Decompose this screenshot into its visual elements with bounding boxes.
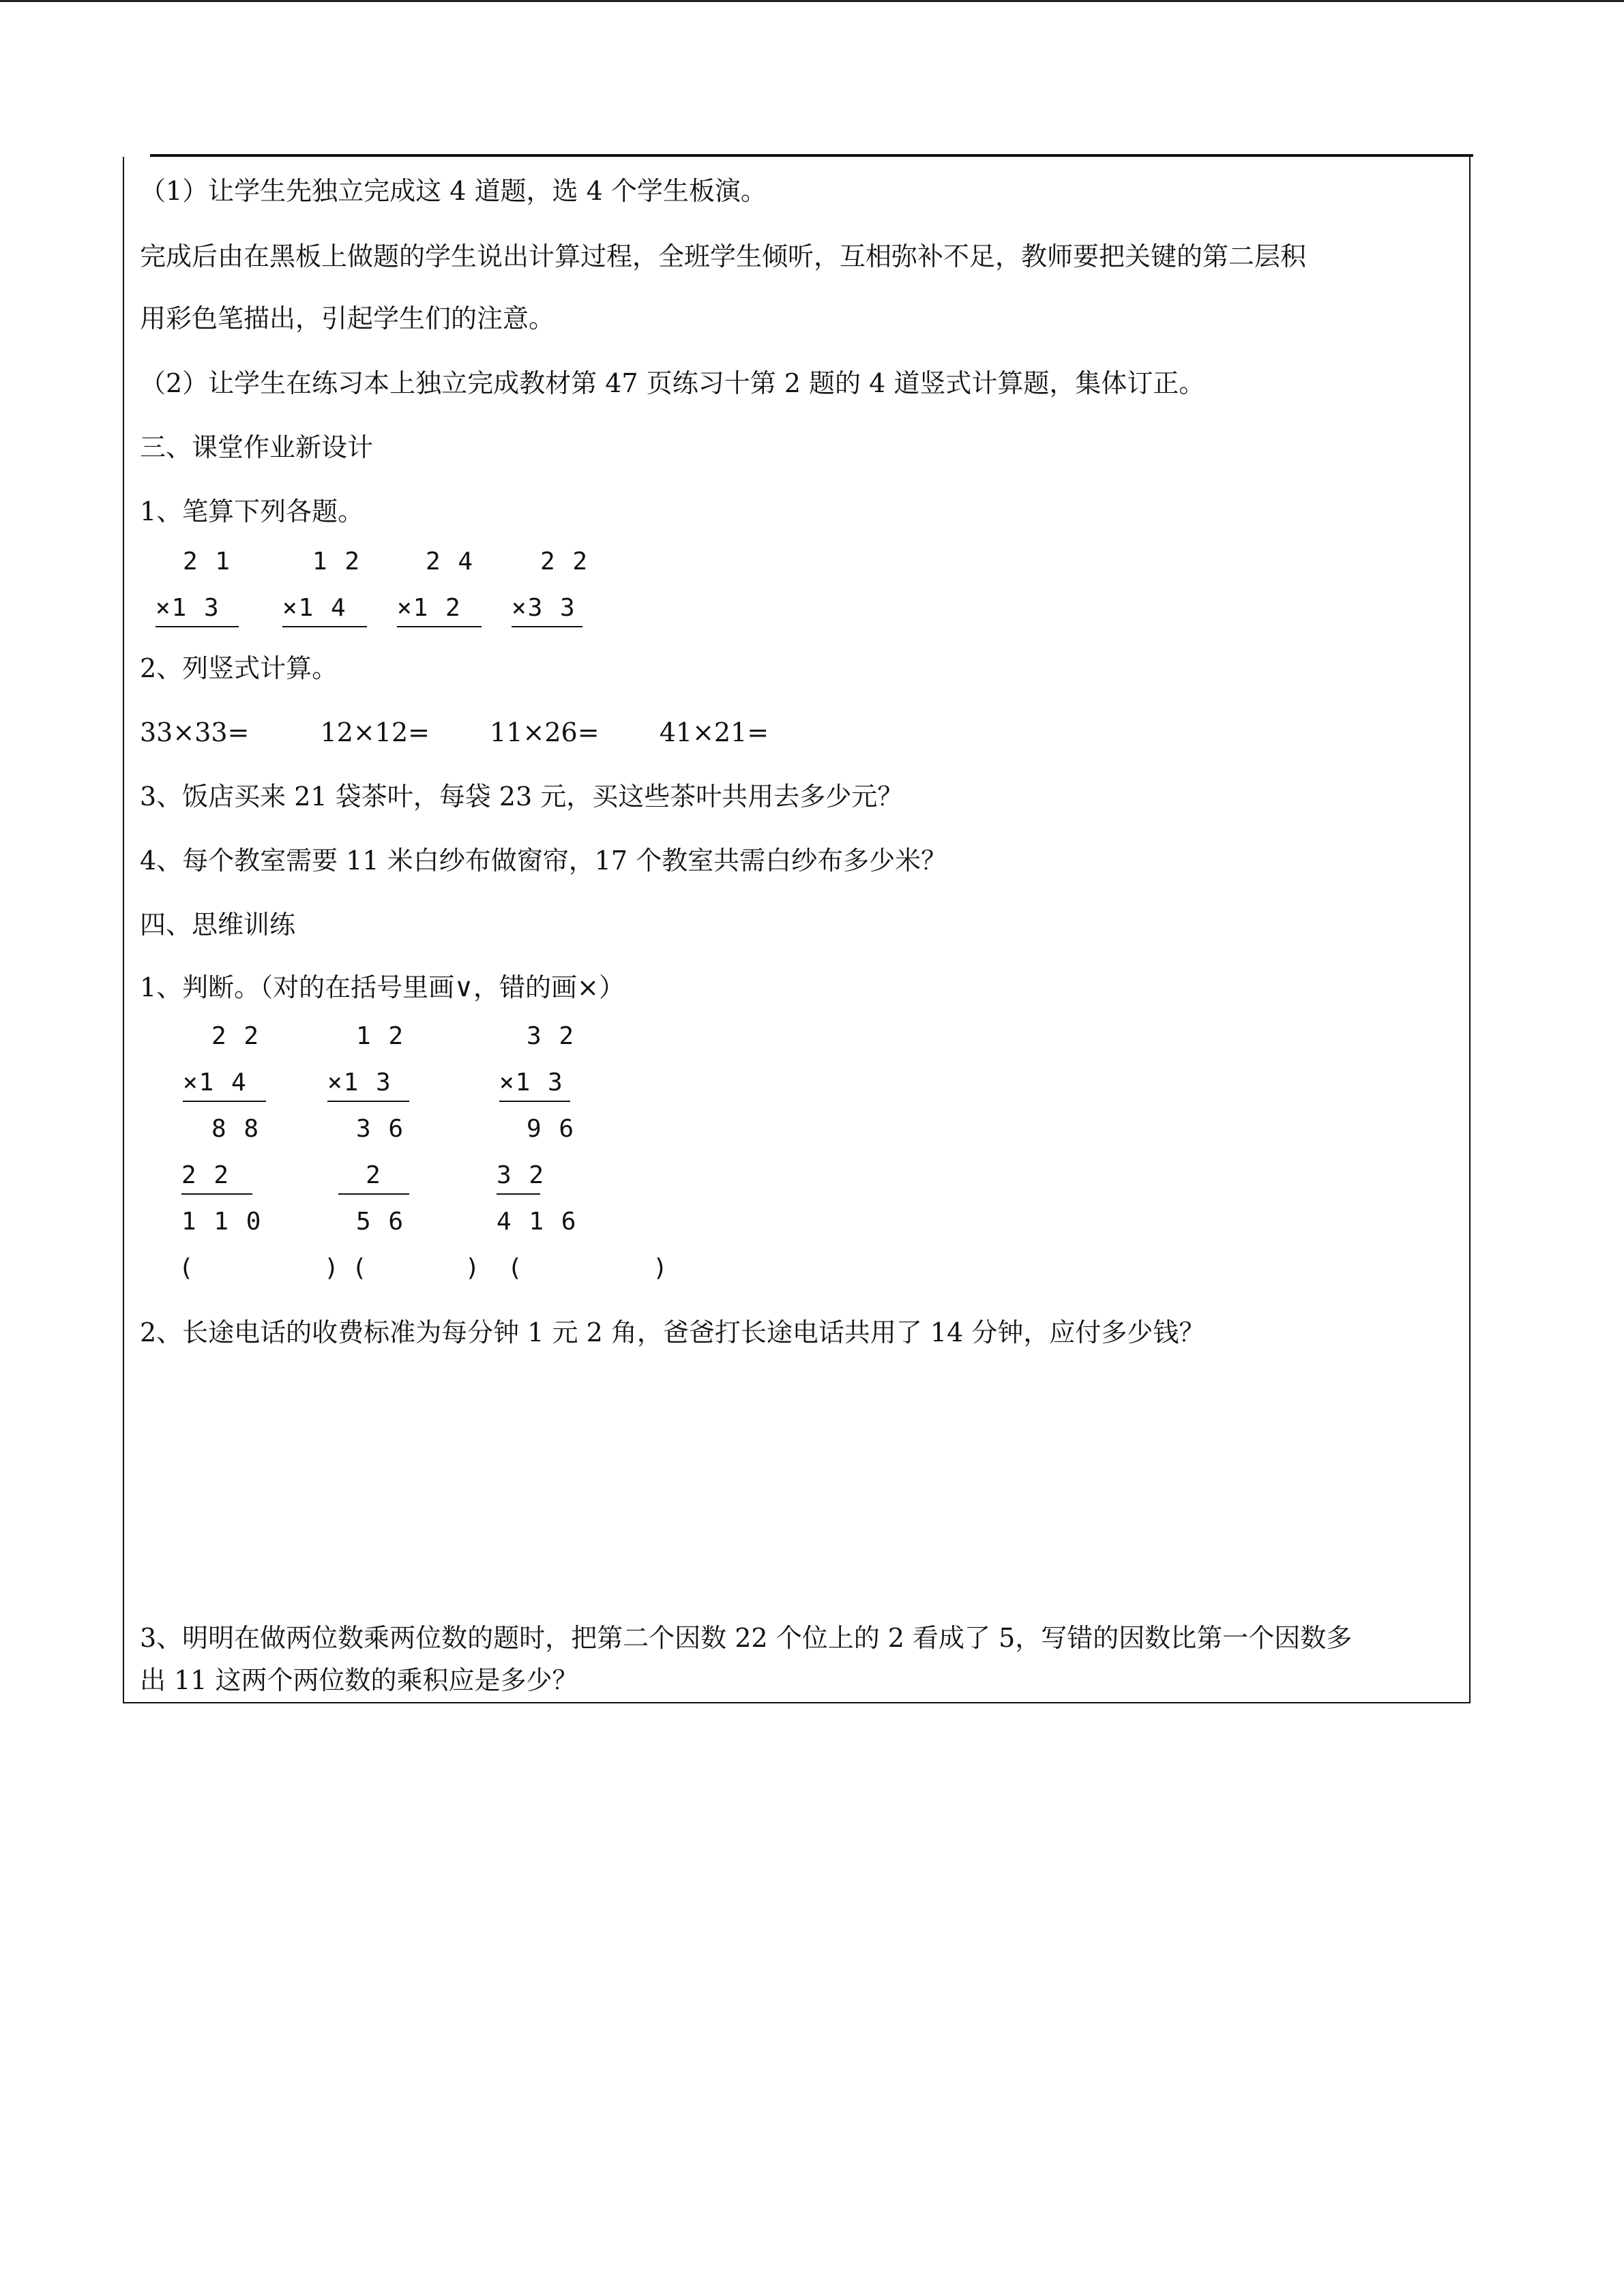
section4-q3-line2: 出 11 这两个两位数的乘积应是多少？ xyxy=(140,1665,578,1695)
section4-title: 四、思维训练 xyxy=(140,910,296,940)
judge1-paren: ( ) xyxy=(179,1254,340,1282)
judge2-mult: ×1 3 xyxy=(327,1067,409,1102)
judge3-partial2: 3 2 xyxy=(497,1159,540,1195)
judge2-paren: ( ) xyxy=(352,1254,482,1282)
expression-row xyxy=(140,716,769,749)
section3-q4: 4、每个教室需要 11 米白纱布做窗帘，17 个教室共需白纱布多少米？ xyxy=(140,846,947,876)
judge3-paren: ( ) xyxy=(507,1254,669,1282)
judge2-partial2: 2 xyxy=(338,1159,409,1195)
page-top-border xyxy=(0,0,1624,2)
intro-p1: （1）让学生先独立完成这 4 道题，选 4 个学生板演。 xyxy=(140,176,767,206)
judge2-result: 5 6 xyxy=(356,1208,405,1236)
vp4-bottom: ×3 3 xyxy=(512,592,582,627)
section3-q2: 2、列竖式计算。 xyxy=(140,653,338,683)
expression-1: 33×33= xyxy=(140,717,250,747)
judge1-partial2: 2 2 xyxy=(181,1159,252,1195)
vp1-top: 2 1 xyxy=(183,548,232,576)
judge2-top: 1 2 xyxy=(356,1022,405,1050)
section3-title: 三、课堂作业新设计 xyxy=(140,432,374,462)
vp3-top: 2 4 xyxy=(426,548,475,576)
intro-p2-line1: 完成后由在黑板上做题的学生说出计算过程，全班学生倾听，互相弥补不足，教师要把关键的第二层积 xyxy=(140,241,1307,271)
vp3-bottom: ×1 2 xyxy=(397,592,482,627)
section3-q1: 1、笔算下列各题。 xyxy=(140,496,364,526)
judge1-top: 2 2 xyxy=(211,1022,261,1050)
judge3-mult: ×1 3 xyxy=(499,1067,570,1102)
section4-q3-line1: 3、明明在做两位数乘两位数的题时，把第二个因数 22 个位上的 2 看成了 5，写错的因数比第一个因数多 xyxy=(140,1623,1353,1653)
expression-4: 41×21= xyxy=(659,717,769,747)
judge3-top: 3 2 xyxy=(527,1022,576,1050)
section4-q1: 1、判断。（对的在括号里画∨，错的画×） xyxy=(140,972,625,1002)
vp1-bottom: ×1 3 xyxy=(156,592,239,627)
vp2-top: 1 2 xyxy=(312,548,361,576)
expression-3: 11×26= xyxy=(490,717,600,747)
section4-q2: 2、长途电话的收费标准为每分钟 1 元 2 角，爸爸打长途电话共用了 14 分钟，应付多少钱？ xyxy=(140,1317,1205,1347)
intro-p2-line2: 用彩色笔描出，引起学生们的注意。 xyxy=(140,303,555,333)
judge1-partial1: 8 8 xyxy=(211,1115,261,1143)
judge3-partial1: 9 6 xyxy=(527,1115,576,1143)
judge2-partial1: 3 6 xyxy=(356,1115,405,1143)
judge1-mult: ×1 4 xyxy=(183,1067,266,1102)
vp4-top: 2 2 xyxy=(540,548,589,576)
judge3-result: 4 1 6 xyxy=(497,1208,578,1236)
expression-2: 12×12= xyxy=(320,717,430,747)
section3-q3: 3、饭店买来 21 袋茶叶，每袋 23 元，买这些茶叶共用去多少元？ xyxy=(140,781,904,811)
intro-p3: （2）让学生在练习本上独立完成教材第 47 页练习十第 2 题的 4 道竖式计算题，集体订正。 xyxy=(140,368,1205,398)
vp2-bottom: ×1 4 xyxy=(282,592,367,627)
judge1-result: 1 1 0 xyxy=(181,1208,263,1236)
